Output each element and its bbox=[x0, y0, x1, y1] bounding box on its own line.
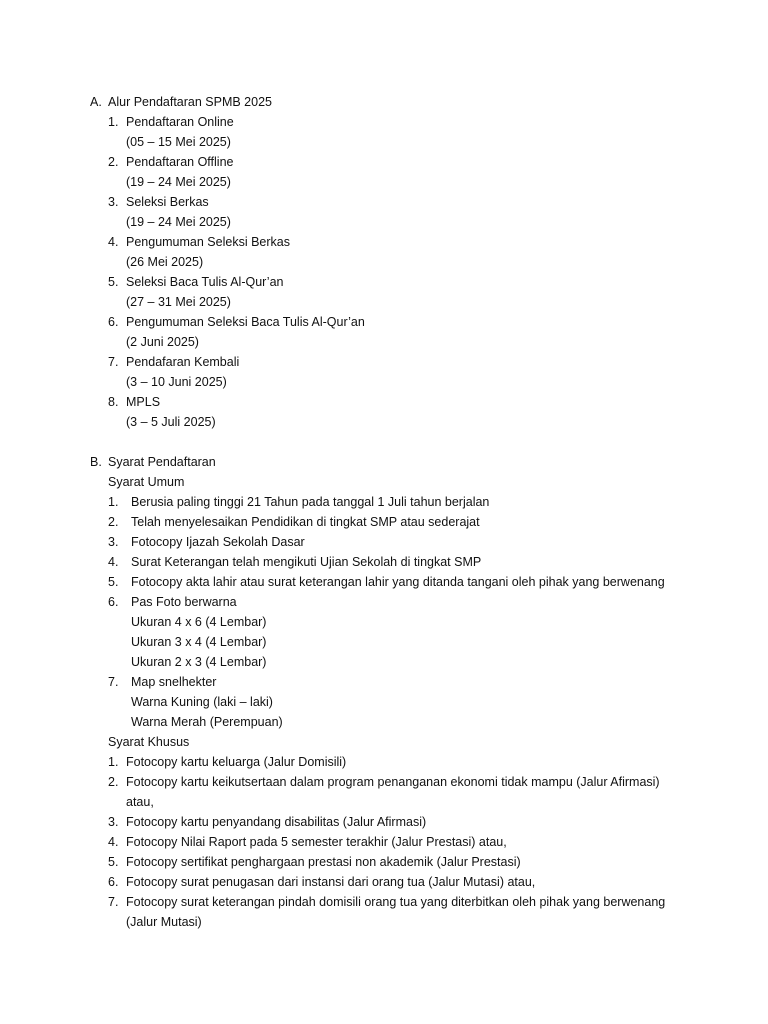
khusus-item-text: Fotocopy Nilai Raport pada 5 semester terakhir (Jalur Prestasi) atau, bbox=[126, 835, 507, 849]
umum-item-number: 3. bbox=[108, 535, 119, 549]
khusus-item-text: atau, bbox=[126, 795, 154, 809]
khusus-item-number: 7. bbox=[108, 895, 119, 909]
timeline-item-date: (3 – 10 Juni 2025) bbox=[126, 375, 227, 389]
umum-sub-item: Warna Merah (Perempuan) bbox=[131, 715, 283, 729]
timeline-item-number: 1. bbox=[108, 115, 119, 129]
timeline-item-label: Pengumuman Seleksi Berkas bbox=[126, 235, 290, 249]
umum-item-text: Fotocopy Ijazah Sekolah Dasar bbox=[131, 535, 305, 549]
timeline-item-date: (05 – 15 Mei 2025) bbox=[126, 135, 231, 149]
umum-item-number: 6. bbox=[108, 595, 119, 609]
timeline-item-number: 2. bbox=[108, 155, 119, 169]
umum-item-text: Telah menyelesaikan Pendidikan di tingkat SMP atau sederajat bbox=[131, 515, 480, 529]
timeline-item-label: Pendaftaran Online bbox=[126, 115, 234, 129]
umum-item-number: 2. bbox=[108, 515, 119, 529]
timeline-item-date: (19 – 24 Mei 2025) bbox=[126, 215, 231, 229]
timeline-item-label: Seleksi Berkas bbox=[126, 195, 209, 209]
timeline-item-date: (27 – 31 Mei 2025) bbox=[126, 295, 231, 309]
khusus-item-text: Fotocopy surat penugasan dari instansi dari orang tua (Jalur Mutasi) atau, bbox=[126, 875, 536, 889]
umum-sub-item: Ukuran 2 x 3 (4 Lembar) bbox=[131, 655, 267, 669]
umum-item-text: Map snelhekter bbox=[131, 675, 217, 689]
timeline-item-number: 6. bbox=[108, 315, 119, 329]
khusus-item-number: 6. bbox=[108, 875, 119, 889]
timeline-item-number: 7. bbox=[108, 355, 119, 369]
timeline-item-number: 3. bbox=[108, 195, 119, 209]
timeline-item-label: Pendafaran Kembali bbox=[126, 355, 240, 369]
timeline-item-label: Pendaftaran Offline bbox=[126, 155, 234, 169]
khusus-item-text: Fotocopy sertifikat penghargaan prestasi non akademik (Jalur Prestasi) bbox=[126, 855, 521, 869]
timeline-item-number: 5. bbox=[108, 275, 119, 289]
umum-item-number: 5. bbox=[108, 575, 119, 589]
timeline-item-label: Pengumuman Seleksi Baca Tulis Al-Qur’an bbox=[126, 315, 365, 329]
syarat-umum-heading: Syarat Umum bbox=[108, 475, 185, 489]
khusus-item-text: (Jalur Mutasi) bbox=[126, 915, 202, 929]
khusus-item-number: 2. bbox=[108, 775, 119, 789]
khusus-item-text: Fotocopy kartu keikutsertaan dalam program penanganan ekonomi tidak mampu (Jalur Afirmasi) bbox=[126, 775, 660, 789]
umum-sub-item: Ukuran 3 x 4 (4 Lembar) bbox=[131, 635, 267, 649]
umum-item-text: Berusia paling tinggi 21 Tahun pada tanggal 1 Juli tahun berjalan bbox=[131, 495, 490, 509]
umum-item-number: 4. bbox=[108, 555, 119, 569]
khusus-item-text: Fotocopy kartu keluarga (Jalur Domisili) bbox=[126, 755, 347, 769]
umum-item-text: Pas Foto berwarna bbox=[131, 595, 237, 609]
umum-item-number: 7. bbox=[108, 675, 119, 689]
khusus-item-text: Fotocopy surat keterangan pindah domisili orang tua yang diterbitkan oleh pihak yang berwenang bbox=[126, 895, 666, 909]
umum-sub-item: Ukuran 4 x 6 (4 Lembar) bbox=[131, 615, 267, 629]
timeline-item-label: Seleksi Baca Tulis Al-Qur’an bbox=[126, 275, 284, 289]
khusus-item-number: 5. bbox=[108, 855, 119, 869]
section-b-marker: B. bbox=[90, 455, 102, 469]
section-b-title: Syarat Pendaftaran bbox=[108, 455, 216, 469]
khusus-item-number: 3. bbox=[108, 815, 119, 829]
timeline-item-date: (3 – 5 Juli 2025) bbox=[126, 415, 216, 429]
syarat-khusus-heading: Syarat Khusus bbox=[108, 735, 190, 749]
timeline-item-label: MPLS bbox=[126, 395, 161, 409]
umum-item-text: Surat Keterangan telah mengikuti Ujian Sekolah di tingkat SMP bbox=[131, 555, 482, 569]
umum-item-number: 1. bbox=[108, 495, 119, 509]
section-a-marker: A. bbox=[90, 95, 102, 109]
timeline-item-date: (26 Mei 2025) bbox=[126, 255, 204, 269]
umum-sub-item: Warna Kuning (laki – laki) bbox=[131, 695, 273, 709]
khusus-item-text: Fotocopy kartu penyandang disabilitas (Jalur Afirmasi) bbox=[126, 815, 427, 829]
section-a-title: Alur Pendaftaran SPMB 2025 bbox=[108, 95, 272, 109]
umum-item-text: Fotocopy akta lahir atau surat keterangan lahir yang ditanda tangani oleh pihak yang berwenang bbox=[131, 575, 665, 589]
khusus-item-number: 4. bbox=[108, 835, 119, 849]
timeline-item-date: (19 – 24 Mei 2025) bbox=[126, 175, 231, 189]
khusus-item-number: 1. bbox=[108, 755, 119, 769]
timeline-item-date: (2 Juni 2025) bbox=[126, 335, 199, 349]
timeline-item-number: 4. bbox=[108, 235, 119, 249]
timeline-item-number: 8. bbox=[108, 395, 119, 409]
